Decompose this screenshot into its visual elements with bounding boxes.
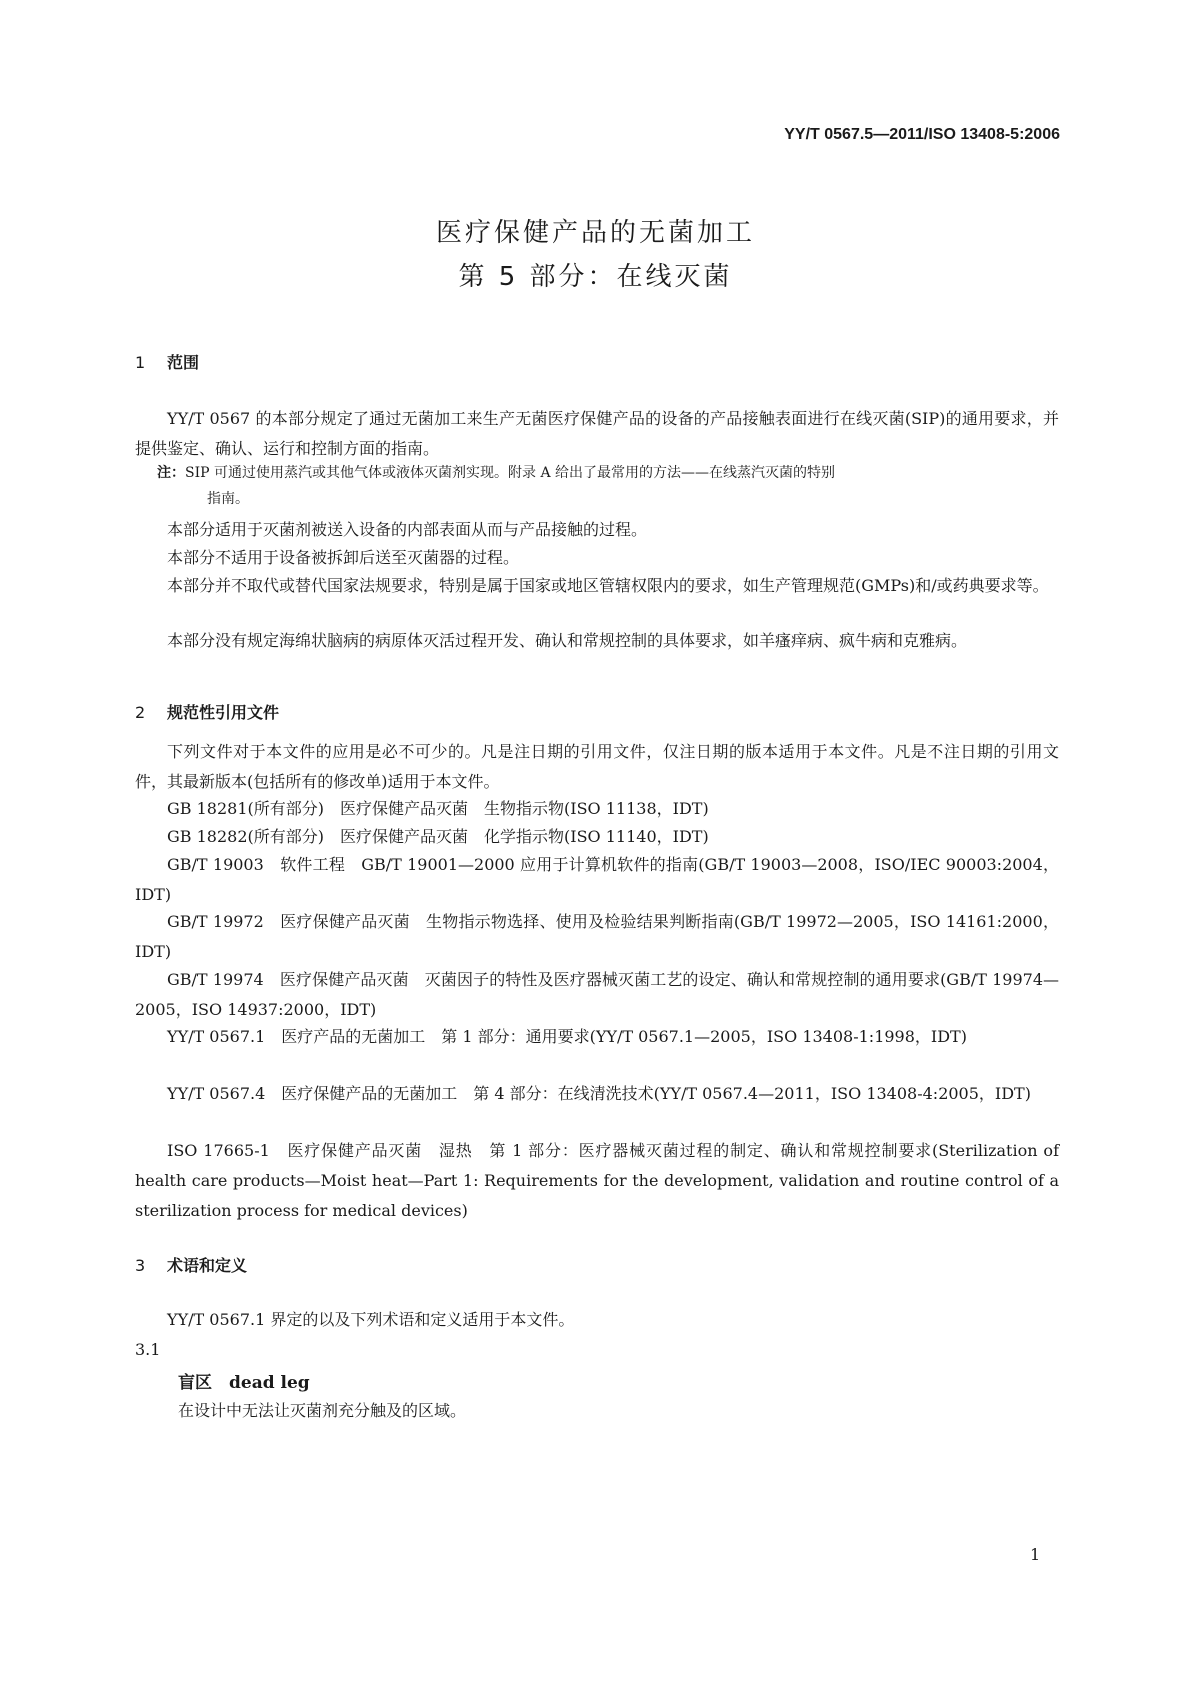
section-number: 2 [135,703,146,722]
scope-note [157,460,1060,487]
reference-item: GB/T 19972 医疗保健产品灭菌 生物指示物选择、使用及检验结果判断指南(GB/T 19972—2005，ISO 14161:2000，IDT) [135,912,1059,961]
section-title: 范围 [167,353,200,372]
clause-number: 3.1 [135,1340,161,1359]
term-definition: 在设计中无法让灭菌剂充分触及的区域。 [178,1401,467,1420]
reference-item: GB 18282(所有部分) 医疗保健产品灭菌 化学指示物(ISO 11140，IDT) [167,827,709,846]
scope-paragraph-4: 本部分并不取代或替代国家法规要求，特别是属于国家或地区管辖权限内的要求，如生产管理规范(GMPs)和/或药典要求等。 [167,576,1049,595]
document-subtitle: 第 5 部分：在线灭菌 [458,262,733,292]
scope-paragraph-5: 本部分没有规定海绵状脑病的病原体灭活过程开发、确认和常规控制的具体要求，如羊瘙痒病、疯牛病和克雅病。 [167,631,968,650]
section-title: 术语和定义 [167,1256,248,1275]
reference-item: GB 18281(所有部分) 医疗保健产品灭菌 生物指示物(ISO 11138，IDT) [167,799,709,818]
standard-code: YY/T 0567.5—2011/ISO 13408-5:2006 [784,126,1060,143]
scope-paragraph-2: 本部分适用于灭菌剂被送入设备的内部表面从而与产品接触的过程。 [167,520,648,539]
section-title: 规范性引用文件 [167,703,280,722]
section-number: 3 [135,1256,146,1275]
scope-paragraph-3: 本部分不适用于设备被拆卸后送至灭菌器的过程。 [167,548,520,567]
term-english: dead leg [229,1373,310,1393]
scope-paragraph-1: YY/T 0567 的本部分规定了通过无菌加工来生产无菌医疗保健产品的设备的产品接触表面进行在线灭菌(SIP)的通用要求，并提供鉴定、确认、运行和控制方面的指南。 [135,409,1059,458]
document-title: 医疗保健产品的无菌加工 [435,218,755,248]
reference-item: YY/T 0567.4 医疗保健产品的无菌加工 第 4 部分：在线清洗技术(YY/T 0567.4—2011，ISO 13408-4:2005，IDT) [167,1084,1031,1103]
section-3-heading [135,1253,247,1276]
reference-item: GB/T 19974 医疗保健产品灭菌 灭菌因子的特性及医疗器械灭菌工艺的设定、确认和常规控制的通用要求(GB/T 19974—2005，ISO 14937:2000，IDT) [135,970,1059,1019]
scope-note-continued: 指南。 [207,491,249,507]
normative-intro: 下列文件对于本文件的应用是必不可少的。凡是注日期的引用文件，仅注日期的版本适用于本文件。凡是不注日期的引用文件，其最新版本(包括所有的修改单)适用于本文件。 [135,742,1059,791]
terms-intro: YY/T 0567.1 界定的以及下列术语和定义适用于本文件。 [167,1310,575,1329]
section-2-heading [135,700,279,723]
section-1-heading [135,350,199,373]
term-chinese: 盲区 [178,1373,212,1393]
reference-item: ISO 17665-1 医疗保健产品灭菌 湿热 第 1 部分：医疗器械灭菌过程的制定、确认和常规控制要求(Sterilization of health care products—Moist heat—Part 1: Requirements for the development, validation and routine control of a sterilization process for medical devices) [135,1141,1059,1220]
note-text: SIP 可通过使用蒸汽或其他气体或液体灭菌剂实现。附录 A 给出了最常用的方法——在线蒸汽灭菌的特别 [185,465,835,481]
reference-item: GB/T 19003 软件工程 GB/T 19001—2000 应用于计算机软件的指南(GB/T 19003—2008，ISO/IEC 90003:2004，IDT) [135,855,1059,904]
page-number: 1 [1030,1545,1041,1564]
term-entry [178,1368,310,1393]
section-number: 1 [135,353,146,372]
reference-item: YY/T 0567.1 医疗产品的无菌加工 第 1 部分：通用要求(YY/T 0567.1—2005，ISO 13408-1:1998，IDT) [167,1027,967,1046]
note-label: 注： [157,465,185,481]
